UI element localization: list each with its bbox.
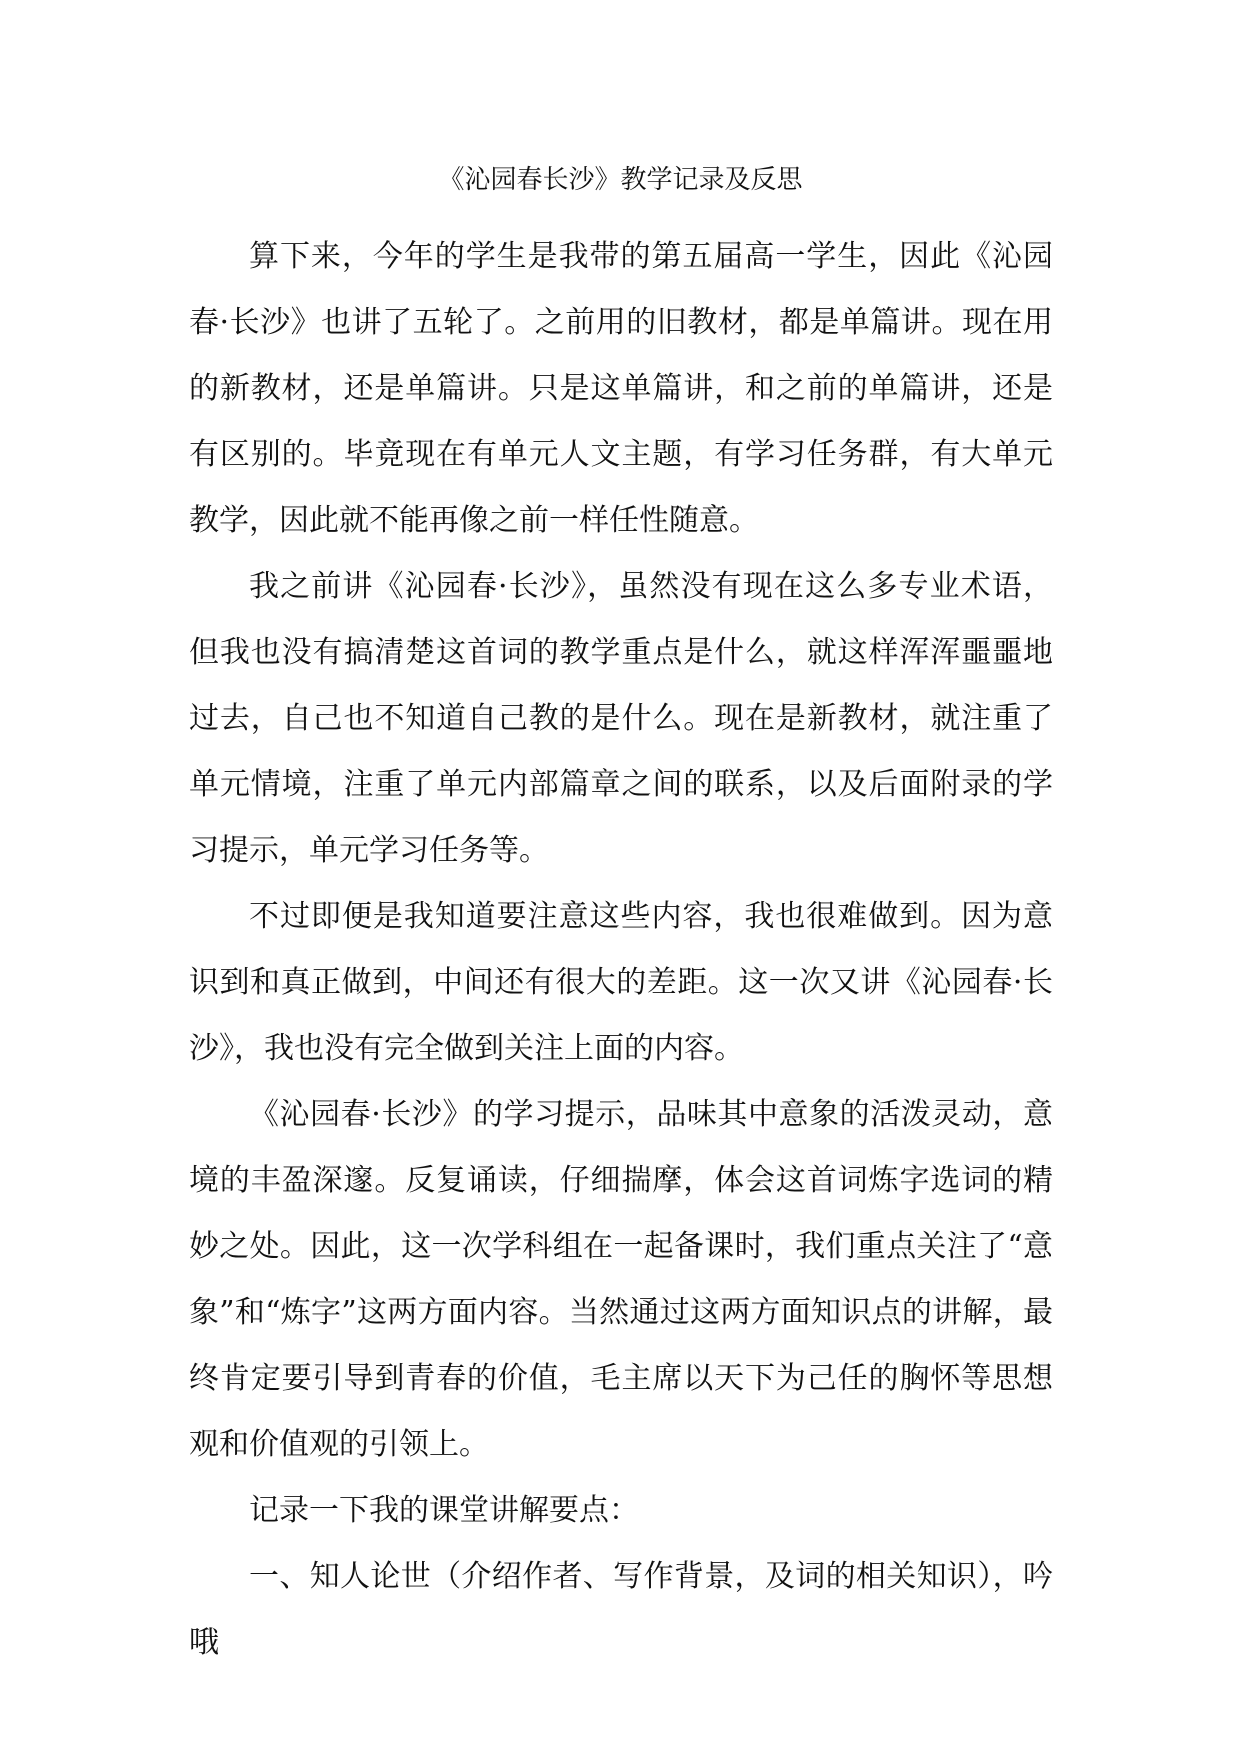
- paragraph-1: 算下来，今年的学生是我带的第五届高一学生，因此《沁园春·长沙》也讲了五轮了。之前用的旧教材，都是单篇讲。现在用的新教材，还是单篇讲。只是这单篇讲，和之前的单篇讲，还是有区别的。毕竟现在有单元人文主题，有学习任务群，有大单元教学，因此就不能再像之前一样任性随意。: [189, 239, 1053, 538]
- paragraph-6: 一、知人论世（介绍作者、写作背景，及词的相关知识），吟哦: [189, 1559, 1053, 1660]
- document-body: [189, 224, 1053, 1676]
- paragraph-2: 我之前讲《沁园春·长沙》，虽然没有现在这么多专业术语，但我也没有搞清楚这首词的教学重点是什么，就这样浑浑噩噩地过去，自己也不知道自己教的是什么。现在是新教材，就注重了单元情境，注重了单元内部篇章之间的联系，以及后面附录的学习提示，单元学习任务等。: [189, 569, 1053, 868]
- paragraph-3: 不过即便是我知道要注意这些内容，我也很难做到。因为意识到和真正做到，中间还有很大的差距。这一次又讲《沁园春·长沙》，我也没有完全做到关注上面的内容。: [189, 899, 1053, 1066]
- document-title: 《沁园春长沙》教学记录及反思: [438, 165, 803, 195]
- paragraph-4: 《沁园春·长沙》的学习提示，品味其中意象的活泼灵动，意境的丰盈深邃。反复诵读，仔细揣摩，体会这首词炼字选词的精妙之处。因此，这一次学科组在一起备课时，我们重点关注了“意象”和“炼字”这两方面内容。当然通过这两方面知识点的讲解，最终肯定要引导到青春的价值，毛主席以天下为己任的胸怀等思想观和价值观的引领上。: [189, 1097, 1053, 1462]
- paragraph-5: 记录一下我的课堂讲解要点：: [249, 1493, 639, 1528]
